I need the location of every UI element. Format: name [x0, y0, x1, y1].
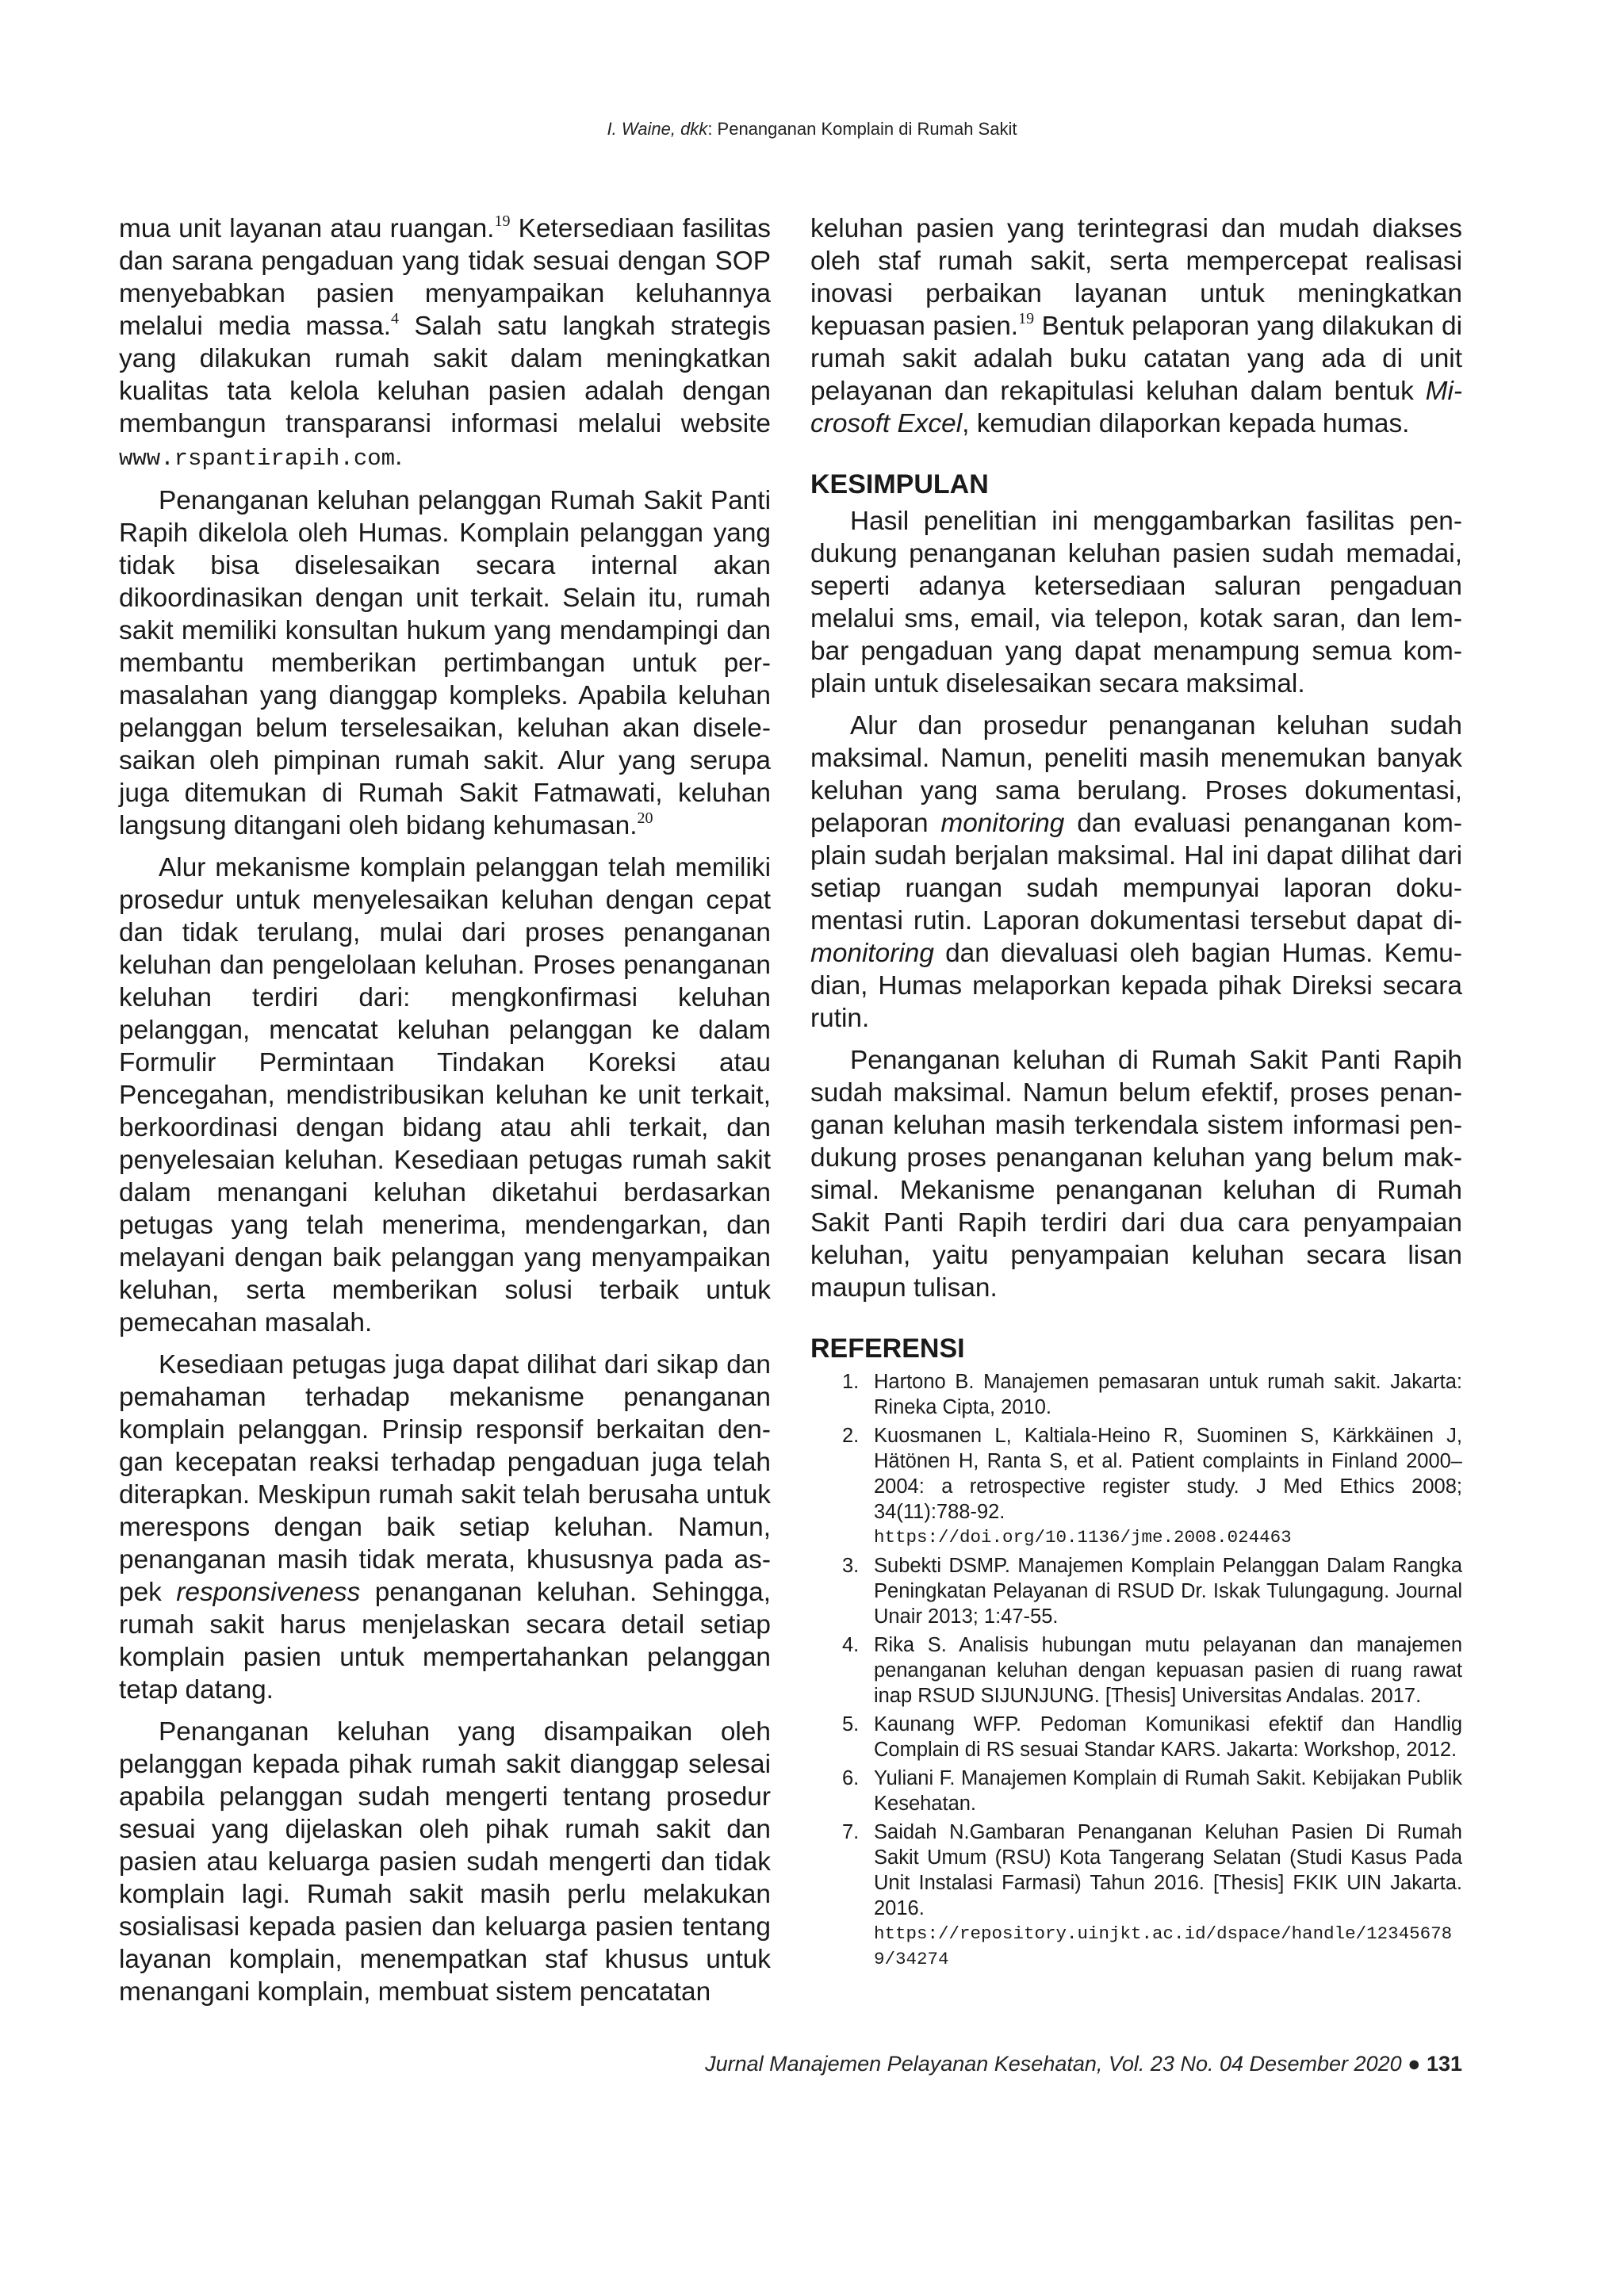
left-column — [119, 212, 771, 2008]
reference-item: 6. Yuliani F. Manajemen Komplain di Rumah Sakit. Kebijakan Publik Kesehatan. — [842, 1767, 1462, 1815]
reference-item: 1. Hartono B. Manajemen pemasaran untuk rumah sakit. Jakarta: Rineka Cipta, 2010. — [842, 1371, 1462, 1418]
paragraph: Hasil penelitian ini menggambarkan fasilitas pendukung penanganan keluhan pasien sudah memadai, seperti adanya ketersediaan saluran pengaduan melalui sms, email, via telepon, kotak saran, dan lembar pengaduan yang dapat menampung semua komplain untuk diselesaikan secara maksimal. — [810, 507, 1462, 698]
reference-list — [810, 1369, 1462, 1972]
reference-item: 5. Kaunang WFP. Pedoman Komunikasi efektif dan Handlig Complain di RS sesuai Standar KARS. Jakarta: Workshop, 2012. — [842, 1713, 1462, 1761]
paragraph: Alur mekanisme komplain pelanggan telah memiliki prosedur untuk menyelesaikan keluhan dengan cepat dan tidak terulang, mulai dari proses penanganan keluhan dan pengelolaan keluhan. Proses penanganan keluhan terdiri dari: mengkonfirmasi keluhan pelanggan, mencatat keluhan pelanggan ke dalam Formulir Permintaan Tindakan Koreksi atau Pencegahan, mendistribusikan keluhan ke unit terkait, berkoordinasi dengan bidang atau ahli terkait, dan penyelesaian keluhan. Kesediaan petugas rumah sakit dalam menangani keluhan diketahui berdasarkan petugas yang telah menerima, mendengarkan, dan melayani dengan baik pelanggan yang menyampaikan keluhan, serta memberikan solusi terbaik untuk pemecahan masalah. — [119, 853, 771, 1337]
journal-citation: Jurnal Manajemen Pelayanan Kesehatan, Vol. 23 No. 04 Desember 2020 — [705, 2052, 1402, 2076]
citation: 19 — [494, 212, 511, 230]
right-column — [810, 212, 1462, 1975]
running-head-authors: I. Waine, dkk — [607, 119, 708, 139]
page-number: 131 — [1426, 2052, 1462, 2076]
reference-item: 7. Saidah N.Gambaran Penanganan Keluhan Pasien Di Rumah Sakit Umum (RSU) Kota Tangerang Selatan (Studi Kasus Pada Unit Instalasi Farmasi) Tahun 2016. [Thesis] FKIK UIN Jakarta. 2016. https://repository.uinjkt.ac.id/dspace/handle/123456789/34274 — [810, 1820, 1462, 1972]
citation: 19 — [1018, 310, 1035, 327]
paragraph: Alur dan prosedur penanganan keluhan sudah maksimal. Namun, peneliti masih menemukan banyak keluhan yang sama berulang. Proses dokumentasi, pelaporan monitoring dan evaluasi penanganan komplain sudah berjalan maksimal. Hal ini dapat dilihat dari setiap ruangan sudah mempunyai laporan dokumentasi rutin. Laporan dokumentasi tersebut dapat dimonitoring dan dievaluasi oleh bagian Humas. Kemudian, Humas melaporkan kepada pihak Direksi secara rutin. — [810, 711, 1462, 1033]
running-head — [0, 119, 1624, 140]
paragraph: Kesediaan petugas juga dapat dilihat dari sikap dan pemahaman terhadap mekanisme penanganan komplain pelanggan. Prinsip responsif berkaitan dengan kecepatan reaksi terhadap pengaduan juga telah diterapkan. Meskipun rumah sakit telah berusaha untuk merespons dengan baik setiap keluhan. Namun, penanganan masih tidak merata, khususnya pada aspek responsiveness penanganan keluhan. Sehingga, rumah sakit harus menjelaskan secara detail setiap komplain pasien untuk mempertahankan pelanggan tetap datang. — [119, 1350, 771, 1705]
bullet: ● — [1401, 2052, 1427, 2076]
paragraph: mua unit layanan atau ruangan.$^{19}$ Ketersediaan fasilitas dan sarana pengaduan yang tidak sesuai dengan SOP menyebabkan pasien menyampaikan keluhannya melalui media massa.$^4$ Salah satu langkah strategis yang dilakukan rumah sakit dalam meningkatkan kualitas tata kelola keluhan pasien adalah dengan membangun transparansi informasi melalui website www.rspantirapih.com. — [119, 212, 772, 472]
citation: 4 — [391, 310, 400, 327]
website-link[interactable]: www.rspantirapih.com — [119, 446, 396, 472]
running-head-title: : Penanganan Komplain di Rumah Sakit — [707, 119, 1017, 139]
paragraph: Penanganan keluhan di Rumah Sakit Panti Rapih sudah maksimal. Namun belum efektif, proses penanganan keluhan masih terkendala sistem informasi pendukung proses penanganan keluhan yang belum maksimal. Mekanisme penanganan keluhan di Rumah Sakit Panti Rapih terdiri dari dua cara penyampaian keluhan, yaitu penyampaian keluhan secara lisan maupun tulisan. — [810, 1046, 1462, 1303]
paragraph: Penanganan keluhan yang disampaikan oleh pelanggan kepada pihak rumah sakit dianggap selesai apabila pelanggan sudah mengerti tentang prosedur sesuai yang dijelaskan oleh pihak rumah sakit dan pasien atau keluarga pasien sudah mengerti dan tidak komplain lagi. Rumah sakit masih perlu melakukan sosialisasi kepada pasien dan keluarga pasien tentang layanan komplain, menempatkan staf khusus untuk menangani komplain, membuat sistem pencatatan — [119, 1717, 771, 2007]
citation: 20 — [637, 809, 653, 827]
paragraph: Penanganan keluhan pelanggan Rumah Sakit Panti Rapih dikelola oleh Humas. Komplain pelanggan yang tidak bisa diselesaikan secara internal akan dikoordinasikan dengan unit terkait. Selain itu, rumah sakit memiliki konsultan hukum yang mendampingi dan membantu memberikan pertimbangan untuk permasalahan yang dianggap kompleks. Apabila keluhan pelanggan belum terselesaikan, keluhan akan diselesaikan oleh pimpinan rumah sakit. Alur yang serupa juga ditemukan di Rumah Sakit Fatmawati, keluhan langsung ditangani oleh bidang kehumasan.$^{20}$ — [119, 486, 771, 840]
reference-item: 2. Kuosmanen L, Kaltiala-Heino R, Suominen S, Kärkkäinen J, Hätönen H, Ranta S, et al. Patient complaints in Finland 2000–2004: a retrospective register study. J Med Ethics 2008; 34(11):788-92. https://doi.org/10.1136/jme.2008.024463 — [810, 1423, 1462, 1550]
page-footer — [705, 2052, 1462, 2076]
reference-item: 4. Rika S. Analisis hubungan mutu pelayanan dan manajemen penanganan keluhan dengan kepuasan pasien di ruang rawat inap RSUD SIJUNJUNG. [Thesis] Universitas Andalas. 2017. — [842, 1634, 1462, 1707]
reference-url[interactable]: https://repository.uinjkt.ac.id/dspace/handle/123456789/34274 — [874, 1923, 1453, 1969]
paragraph: keluhan pasien yang terintegrasi dan mudah diakses oleh staf rumah sakit, serta mempercepat realisasi inovasi perbaikan layanan untuk meningkatkan kepuasan pasien.$^{19}$ Bentuk pelaporan yang dilakukan di rumah sakit adalah buku catatan yang ada di unit pelayanan dan rekapitulasi keluhan dalam bentuk Microsoft Excel, kemudian dilaporkan kepada humas. — [810, 214, 1462, 438]
reference-item: 3. Subekti DSMP. Manajemen Komplain Pelanggan Dalam Rangka Peningkatan Pelayanan di RSUD Dr. Iskak Tulungagung. Journal Unair 2013; 1:47-55. — [842, 1555, 1462, 1628]
section-heading-referensi: REFERENSI — [810, 1334, 965, 1364]
reference-url[interactable]: https://doi.org/10.1136/jme.2008.024463 — [874, 1527, 1292, 1548]
section-heading-kesimpulan: KESIMPULAN — [810, 469, 989, 499]
